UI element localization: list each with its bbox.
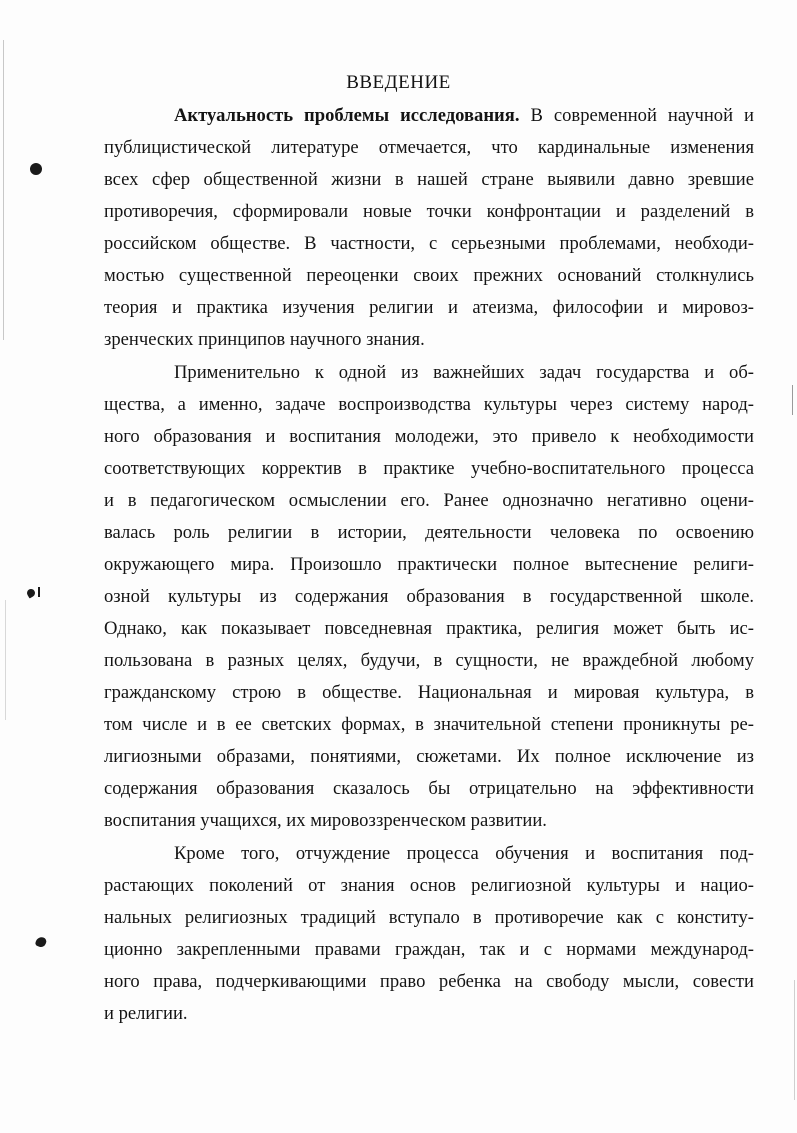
text-line: щества, а именно, задаче воспроизводства культуры через систему народ-	[104, 394, 754, 415]
text-line: воспитания учащихся, их мировоззренческом развитии.	[104, 810, 547, 831]
text-line: нальных религиозных традиций вступало в противоречие как с конститу-	[104, 907, 754, 928]
paragraph-text: В современной научной и	[519, 105, 754, 126]
scan-edge-line	[794, 980, 795, 1100]
paragraph-lead: Актуальность проблемы исследования.	[174, 105, 520, 126]
text-line: валась роль религии в истории, деятельности человека по освоению	[104, 522, 754, 543]
scan-edge-line	[5, 600, 6, 720]
scan-edge-line	[792, 385, 793, 415]
text-line: и религии.	[104, 1003, 188, 1024]
scan-artifact-dot	[26, 588, 37, 599]
text-line: растающих поколений от знания основ религиозной культуры и нацио-	[104, 875, 754, 896]
text-line: Однако, как показывает повседневная практика, религия может быть ис-	[104, 618, 754, 639]
text-line: противоречия, сформировали новые точки конфронтации и разделений в	[104, 201, 754, 222]
text-line: гражданскому строю в обществе. Национальная и мировая культура, в	[104, 682, 754, 703]
text-line: ционно закрепленными правами граждан, так и с нормами международ-	[104, 939, 754, 960]
text-line: соответствующих корректив в практике учебно-воспитательного процесса	[104, 458, 754, 479]
text-line: мостью существенной переоценки своих прежних оснований столкнулись	[104, 265, 754, 286]
text-line: зренческих принципов научного знания.	[104, 329, 425, 350]
text-line: ного права, подчеркивающими право ребенка на свободу мысли, совести	[104, 971, 754, 992]
text-line: Кроме того, отчуждение процесса обучения и воспитания под-	[174, 843, 754, 864]
text-line: Применительно к одной из важнейших задач государства и об-	[174, 362, 754, 383]
text-line: окружающего мира. Произошло практически полное вытеснение религи-	[104, 554, 754, 575]
text-line: всех сфер общественной жизни в нашей стране выявили давно зревшие	[104, 169, 754, 190]
text-line: и в педагогическом осмыслении его. Ранее однозначно негативно оцени-	[104, 490, 754, 511]
text-line: ного образования и воспитания молодежи, это привело к необходимости	[104, 426, 754, 447]
scan-artifact-dot	[30, 163, 42, 175]
text-line: содержания образования сказалось бы отрицательно на эффективности	[104, 778, 754, 799]
text-line: публицистической литературе отмечается, что кардинальные изменения	[104, 137, 754, 158]
text-line: том числе и в ее светских формах, в значительной степени проникнуты ре-	[104, 714, 754, 735]
text-line: пользована в разных целях, будучи, в сущности, не враждебной любому	[104, 650, 754, 671]
scan-artifact-dot	[35, 936, 48, 949]
text-line: лигиозными образами, понятиями, сюжетами. Их полное исключение из	[104, 746, 754, 767]
text-line: теория и практика изучения религии и атеизма, философии и мировоз-	[104, 297, 754, 318]
text-line: озной культуры из содержания образования в государственной школе.	[104, 586, 754, 607]
text-line: российском обществе. В частности, с серьезными проблемами, необходи-	[104, 233, 754, 254]
scan-artifact-mark	[38, 587, 40, 597]
paragraph-1-line-1	[174, 105, 754, 127]
page-title: ВВЕДЕНИЕ	[346, 72, 451, 93]
